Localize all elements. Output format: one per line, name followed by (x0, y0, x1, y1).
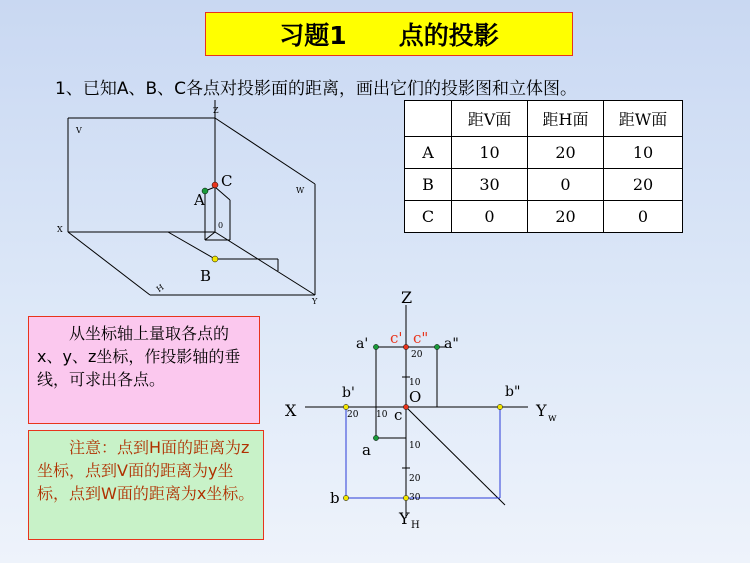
b-w-label: b" (505, 384, 521, 400)
h-plane-left-edge (68, 232, 150, 295)
question-text: 1、已知A、B、C各点对投影面的距离，画出它们的投影图和立体图。 (55, 79, 577, 99)
a-v-point (373, 344, 378, 349)
table-cell: C (405, 201, 452, 233)
tick-label: 20 (411, 350, 423, 360)
tick-label: 20 (409, 474, 421, 484)
table-cell: 30 (452, 169, 528, 201)
y-axis-iso (215, 232, 315, 295)
ortho-axis-yw-subscript: w (548, 413, 557, 424)
b-v-point (343, 404, 348, 409)
table-header-cell: 距H面 (528, 101, 604, 137)
a-w-label: a" (444, 336, 459, 352)
ortho-axis-yw-label: Y (536, 401, 547, 420)
v-plane-label: V (76, 126, 82, 135)
iso-axis-x-label: X (57, 225, 63, 234)
c-h-label: c (394, 406, 403, 424)
table-cell: 20 (604, 169, 683, 201)
ortho-axis-z-label: Z (401, 288, 413, 307)
b-h-label: b (330, 489, 340, 507)
table-cell: 0 (528, 169, 604, 201)
table-header-cell: 距V面 (452, 101, 528, 137)
b-h-point (343, 495, 348, 500)
b-construction-line (168, 232, 215, 259)
a-w-point (434, 344, 439, 349)
table-cell: 0 (604, 201, 683, 233)
tick-label: 10 (409, 378, 421, 388)
iso-origin-label: 0 (218, 221, 224, 230)
iso-axis-z-label: Z (213, 106, 219, 115)
table-cell: A (405, 137, 452, 169)
iso-axis-y-label: Y (312, 297, 318, 306)
table-cell: 10 (604, 137, 683, 169)
h-plane-label: H (154, 282, 166, 294)
point-a-label: A (194, 191, 205, 209)
c-v-label: c' (390, 329, 403, 347)
c-w-label: c" (413, 329, 429, 347)
attention-note: 注意：点到H面的距离为z坐标，点到V面的距离为y坐标，点到W面的距离为x坐标。 (28, 430, 264, 540)
c-h-point (403, 404, 408, 409)
table-cell: B (405, 169, 452, 201)
point-b-marker (212, 256, 218, 262)
isometric-figure (68, 100, 315, 295)
tick-label: 30 (409, 493, 421, 503)
method-note: 从坐标轴上量取各点的x、y、z坐标，作投影轴的垂线，可求出各点。 (28, 316, 260, 424)
tick-label: 20 (347, 410, 359, 420)
table-cell: 0 (452, 201, 528, 233)
tick-label: 10 (376, 410, 388, 420)
table-cell: 20 (528, 201, 604, 233)
point-b-label: B (200, 267, 212, 285)
a-h-point (373, 435, 378, 440)
point-c-label: C (221, 172, 233, 190)
a-v-label: a' (356, 336, 369, 352)
w-plane-label: W (296, 186, 305, 195)
b-v-label: b' (342, 385, 355, 401)
b-yh-point (403, 495, 408, 500)
b-w-point (497, 404, 502, 409)
ortho-axis-yh-label: Y (399, 509, 410, 528)
title-banner: 习题1 点的投影 (205, 12, 573, 56)
table-cell: 20 (528, 137, 604, 169)
c-v-point (403, 344, 408, 349)
a-box-line (205, 232, 215, 240)
ortho-axis-x-label: X (285, 401, 297, 420)
point-c-marker (212, 182, 218, 188)
tick-label: 10 (409, 441, 421, 451)
ortho-axis-yh-subscript: H (411, 520, 420, 531)
table-header-cell: 距W面 (604, 101, 683, 137)
a-h-label: a (362, 441, 371, 459)
ortho-origin-label: O (409, 388, 422, 406)
table-cell: 10 (452, 137, 528, 169)
45-degree-line (406, 407, 505, 505)
